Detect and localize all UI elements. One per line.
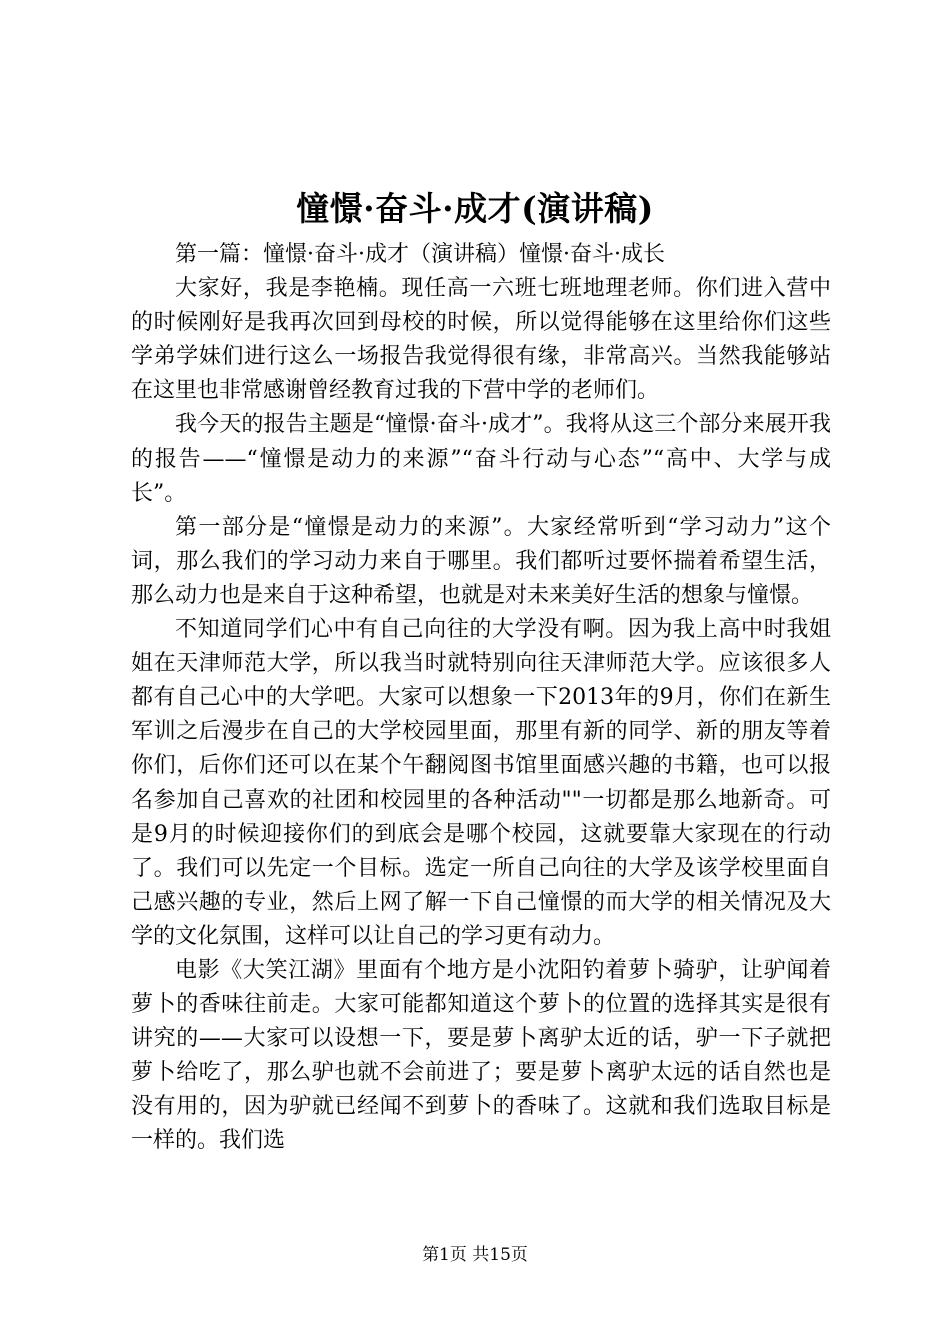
paragraph: 第一部分是“憧憬是动力的来源”。大家经常听到“学习动力”这个词，那么我们的学习动力来自于哪里。我们都听过要怀揣着希望生活，那么动力也是来自于这种希望，也就是对未来美好生活的想象与憧憬。	[131, 514, 831, 608]
paragraph: 电影《大笑江湖》里面有个地方是小沈阳钓着萝卜骑驴，让驴闻着萝卜的香味往前走。大家可能都知道这个萝卜的位置的选择其实是很有讲究的——大家可以设想一下，要是萝卜离驴太近的话，驴一下子就把萝卜给吃了，那么驴也就不会前进了；要是萝卜离驴太远的话自然也是没有用的，因为驴就已经闻不到萝卜的香味了。这就和我们选取目标是一样的。我们选	[131, 957, 831, 1154]
paragraph: 我今天的报告主题是“憧憬·奋斗·成才”。我将从这三个部分来展开我的报告——“憧憬是动力的来源”“奋斗行动与心态”“高中、大学与成长”。	[131, 412, 831, 506]
document-title: 憧憬·奋斗·成才(演讲稿)	[296, 189, 654, 228]
paragraph: 大家好，我是李艳楠。现任高一六班七班地理老师。你们进入营中的时候刚好是我再次回到母校的时候，所以觉得能够在这里给你们这些学弟学妹们进行这么一场报告我觉得很有缘，非常高兴。当然我能够站在这里也非常感谢曾经教育过我的下营中学的老师们。	[131, 276, 831, 404]
document-body	[131, 238, 831, 1159]
page-number-footer: 第1页 共15页	[422, 1245, 528, 1265]
paragraph: 不知道同学们心中有自己向往的大学没有啊。因为我上高中时我姐姐在天津师范大学，所以我当时就特别向往天津师范大学。应该很多人都有自己心中的大学吧。大家可以想象一下2013年的9月，你们在新生军训之后漫步在自己的大学校园里面，那里有新的同学、新的朋友等着你们，后你们还可以在某个午翻阅图书馆里面感兴趣的书籍，也可以报名参加自己喜欢的社团和校园里的各种活动""一切都是那么地新奇。可是9月的时候迎接你们的到底会是哪个校园，这就要靠大家现在的行动了。我们可以先定一个目标。选定一所自己向往的大学及该学校里面自己感兴趣的专业，然后上网了解一下自己憧憬的而大学的相关情况及大学的文化氛围，这样可以让自己的学习更有动力。	[131, 617, 831, 949]
paragraph: 第一篇：憧憬·奋斗·成才（演讲稿）憧憬·奋斗·成长	[175, 242, 665, 267]
